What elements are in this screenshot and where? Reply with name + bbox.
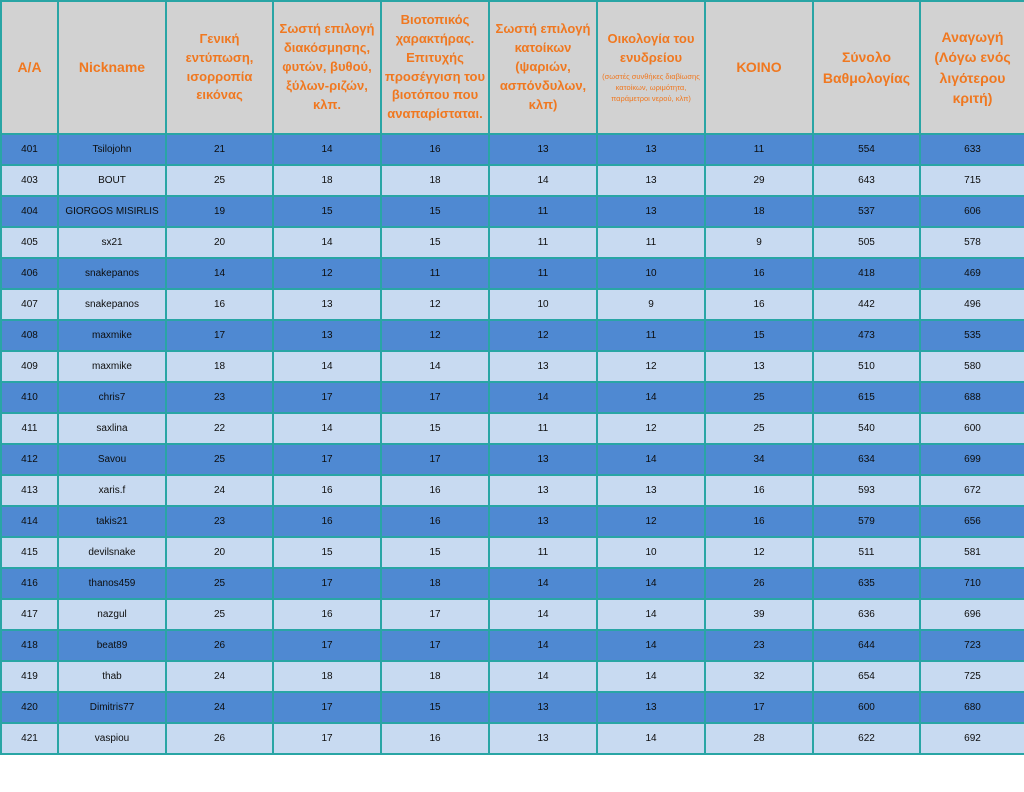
header-label: Α/Α xyxy=(17,59,42,76)
cell-aa: 403 xyxy=(1,165,58,196)
cell-aa: 416 xyxy=(1,568,58,599)
cell-general-impression: 19 xyxy=(166,196,273,227)
cell-total: 636 xyxy=(813,599,920,630)
cell-decoration: 15 xyxy=(273,196,381,227)
cell-decoration: 17 xyxy=(273,692,381,723)
cell-biotope: 14 xyxy=(381,351,489,382)
cell-adjusted: 710 xyxy=(920,568,1024,599)
col-header-general-impression xyxy=(166,1,273,134)
cell-general-impression: 26 xyxy=(166,723,273,754)
cell-ecology: 11 xyxy=(597,227,705,258)
cell-total: 654 xyxy=(813,661,920,692)
cell-adjusted: 581 xyxy=(920,537,1024,568)
cell-general-impression: 24 xyxy=(166,475,273,506)
cell-ecology: 11 xyxy=(597,320,705,351)
cell-aa: 405 xyxy=(1,227,58,258)
cell-aa: 418 xyxy=(1,630,58,661)
col-header-public xyxy=(705,1,813,134)
cell-total: 510 xyxy=(813,351,920,382)
cell-nickname: snakepanos xyxy=(58,289,166,320)
cell-total: 593 xyxy=(813,475,920,506)
table-body xyxy=(1,134,1024,754)
cell-general-impression: 23 xyxy=(166,382,273,413)
cell-nickname: nazgul xyxy=(58,599,166,630)
cell-inhabitants: 11 xyxy=(489,258,597,289)
cell-inhabitants: 14 xyxy=(489,165,597,196)
cell-biotope: 11 xyxy=(381,258,489,289)
cell-decoration: 18 xyxy=(273,165,381,196)
cell-inhabitants: 11 xyxy=(489,413,597,444)
cell-general-impression: 25 xyxy=(166,165,273,196)
cell-public: 11 xyxy=(705,134,813,165)
table-row xyxy=(1,258,1024,289)
cell-public: 23 xyxy=(705,630,813,661)
cell-total: 442 xyxy=(813,289,920,320)
cell-adjusted: 688 xyxy=(920,382,1024,413)
cell-nickname: GIORGOS MISIRLIS xyxy=(58,196,166,227)
col-header-total xyxy=(813,1,920,134)
cell-nickname: maxmike xyxy=(58,320,166,351)
cell-aa: 410 xyxy=(1,382,58,413)
cell-aa: 417 xyxy=(1,599,58,630)
cell-nickname: beat89 xyxy=(58,630,166,661)
cell-inhabitants: 10 xyxy=(489,289,597,320)
cell-decoration: 16 xyxy=(273,475,381,506)
cell-inhabitants: 13 xyxy=(489,692,597,723)
cell-inhabitants: 11 xyxy=(489,196,597,227)
table-row xyxy=(1,661,1024,692)
cell-public: 9 xyxy=(705,227,813,258)
cell-total: 540 xyxy=(813,413,920,444)
cell-general-impression: 17 xyxy=(166,320,273,351)
cell-ecology: 13 xyxy=(597,692,705,723)
cell-ecology: 14 xyxy=(597,661,705,692)
table-row xyxy=(1,568,1024,599)
cell-aa: 411 xyxy=(1,413,58,444)
cell-total: 600 xyxy=(813,692,920,723)
table-row xyxy=(1,630,1024,661)
header-label: Γενική εντύπωση, ισορροπία εικόνας xyxy=(185,30,254,103)
cell-aa: 408 xyxy=(1,320,58,351)
cell-general-impression: 16 xyxy=(166,289,273,320)
cell-general-impression: 23 xyxy=(166,506,273,537)
cell-decoration: 17 xyxy=(273,382,381,413)
header-label: Αναγωγή (Λόγω ενός λιγότερου κριτή) xyxy=(934,28,1011,106)
cell-ecology: 10 xyxy=(597,537,705,568)
cell-adjusted: 699 xyxy=(920,444,1024,475)
cell-inhabitants: 14 xyxy=(489,382,597,413)
cell-general-impression: 25 xyxy=(166,599,273,630)
header-label: Οικολογία του ενυδρείου xyxy=(607,31,695,66)
cell-nickname: Dimitris77 xyxy=(58,692,166,723)
table-row xyxy=(1,227,1024,258)
cell-total: 554 xyxy=(813,134,920,165)
header-row xyxy=(1,1,1024,134)
cell-general-impression: 26 xyxy=(166,630,273,661)
cell-biotope: 16 xyxy=(381,506,489,537)
cell-general-impression: 22 xyxy=(166,413,273,444)
cell-ecology: 14 xyxy=(597,599,705,630)
cell-total: 634 xyxy=(813,444,920,475)
cell-public: 16 xyxy=(705,475,813,506)
header-label: Βιοτοπικός χαρακτήρας. Επιτυχής προσέγγιση του βιοτόπου που αναπαρίσταται. xyxy=(384,11,486,122)
cell-inhabitants: 11 xyxy=(489,227,597,258)
cell-decoration: 14 xyxy=(273,351,381,382)
cell-inhabitants: 11 xyxy=(489,537,597,568)
cell-ecology: 14 xyxy=(597,382,705,413)
cell-decoration: 18 xyxy=(273,661,381,692)
cell-total: 579 xyxy=(813,506,920,537)
cell-public: 13 xyxy=(705,351,813,382)
cell-biotope: 12 xyxy=(381,289,489,320)
cell-adjusted: 656 xyxy=(920,506,1024,537)
header-label: ΚΟΙΝΟ xyxy=(736,59,782,76)
cell-public: 18 xyxy=(705,196,813,227)
table-row xyxy=(1,382,1024,413)
cell-aa: 419 xyxy=(1,661,58,692)
cell-inhabitants: 13 xyxy=(489,351,597,382)
cell-biotope: 18 xyxy=(381,165,489,196)
cell-general-impression: 25 xyxy=(166,444,273,475)
cell-decoration: 15 xyxy=(273,537,381,568)
cell-public: 29 xyxy=(705,165,813,196)
cell-biotope: 17 xyxy=(381,599,489,630)
cell-ecology: 14 xyxy=(597,568,705,599)
table-row xyxy=(1,351,1024,382)
cell-biotope: 15 xyxy=(381,196,489,227)
cell-inhabitants: 13 xyxy=(489,134,597,165)
cell-inhabitants: 14 xyxy=(489,568,597,599)
cell-decoration: 16 xyxy=(273,506,381,537)
cell-adjusted: 680 xyxy=(920,692,1024,723)
cell-public: 12 xyxy=(705,537,813,568)
cell-general-impression: 21 xyxy=(166,134,273,165)
cell-public: 28 xyxy=(705,723,813,754)
cell-biotope: 16 xyxy=(381,723,489,754)
cell-ecology: 9 xyxy=(597,289,705,320)
cell-public: 17 xyxy=(705,692,813,723)
col-header-aa xyxy=(1,1,58,134)
cell-general-impression: 14 xyxy=(166,258,273,289)
header-label: Nickname xyxy=(78,59,146,76)
cell-inhabitants: 13 xyxy=(489,475,597,506)
header-label: Σωστή επιλογή κατοίκων (ψαριών, ασπόνδυλων, κλπ) xyxy=(495,21,591,112)
cell-ecology: 13 xyxy=(597,134,705,165)
cell-ecology: 14 xyxy=(597,444,705,475)
cell-decoration: 14 xyxy=(273,413,381,444)
cell-adjusted: 715 xyxy=(920,165,1024,196)
cell-nickname: sx21 xyxy=(58,227,166,258)
table-row xyxy=(1,134,1024,165)
cell-decoration: 12 xyxy=(273,258,381,289)
cell-biotope: 17 xyxy=(381,382,489,413)
cell-public: 39 xyxy=(705,599,813,630)
cell-general-impression: 24 xyxy=(166,692,273,723)
cell-decoration: 16 xyxy=(273,599,381,630)
cell-public: 15 xyxy=(705,320,813,351)
cell-adjusted: 606 xyxy=(920,196,1024,227)
cell-adjusted: 696 xyxy=(920,599,1024,630)
cell-inhabitants: 12 xyxy=(489,320,597,351)
cell-nickname: devilsnake xyxy=(58,537,166,568)
cell-general-impression: 25 xyxy=(166,568,273,599)
col-header-decoration xyxy=(273,1,381,134)
cell-biotope: 15 xyxy=(381,692,489,723)
cell-general-impression: 18 xyxy=(166,351,273,382)
cell-general-impression: 20 xyxy=(166,537,273,568)
cell-nickname: chris7 xyxy=(58,382,166,413)
cell-adjusted: 723 xyxy=(920,630,1024,661)
cell-inhabitants: 13 xyxy=(489,723,597,754)
cell-total: 418 xyxy=(813,258,920,289)
cell-total: 643 xyxy=(813,165,920,196)
cell-adjusted: 496 xyxy=(920,289,1024,320)
cell-total: 622 xyxy=(813,723,920,754)
cell-nickname: maxmike xyxy=(58,351,166,382)
cell-aa: 404 xyxy=(1,196,58,227)
cell-ecology: 14 xyxy=(597,630,705,661)
cell-biotope: 16 xyxy=(381,475,489,506)
cell-adjusted: 535 xyxy=(920,320,1024,351)
cell-ecology: 13 xyxy=(597,165,705,196)
cell-inhabitants: 14 xyxy=(489,630,597,661)
col-header-adjusted xyxy=(920,1,1024,134)
cell-inhabitants: 14 xyxy=(489,599,597,630)
cell-public: 16 xyxy=(705,506,813,537)
cell-total: 615 xyxy=(813,382,920,413)
cell-adjusted: 672 xyxy=(920,475,1024,506)
table-row xyxy=(1,506,1024,537)
cell-nickname: Savou xyxy=(58,444,166,475)
cell-adjusted: 600 xyxy=(920,413,1024,444)
cell-ecology: 13 xyxy=(597,475,705,506)
cell-decoration: 14 xyxy=(273,134,381,165)
header-note: (σωστές συνθήκες διαβίωσης κατοίκων, ωριμότητα, παράμετροι νερού, κλπ) xyxy=(602,71,700,104)
header-label: Σύνολο Βαθμολογίας xyxy=(822,49,911,86)
cell-public: 26 xyxy=(705,568,813,599)
cell-nickname: snakepanos xyxy=(58,258,166,289)
cell-aa: 421 xyxy=(1,723,58,754)
cell-public: 25 xyxy=(705,413,813,444)
cell-aa: 406 xyxy=(1,258,58,289)
cell-adjusted: 469 xyxy=(920,258,1024,289)
cell-total: 511 xyxy=(813,537,920,568)
cell-adjusted: 692 xyxy=(920,723,1024,754)
cell-adjusted: 725 xyxy=(920,661,1024,692)
cell-decoration: 14 xyxy=(273,227,381,258)
cell-biotope: 15 xyxy=(381,537,489,568)
cell-total: 644 xyxy=(813,630,920,661)
cell-nickname: xaris.f xyxy=(58,475,166,506)
cell-biotope: 16 xyxy=(381,134,489,165)
cell-nickname: takis21 xyxy=(58,506,166,537)
cell-biotope: 15 xyxy=(381,413,489,444)
cell-decoration: 17 xyxy=(273,444,381,475)
header-label: Σωστή επιλογή διακόσμησης, φυτών, βυθού, ξύλων-ριζών, κλπ. xyxy=(279,21,375,112)
cell-ecology: 12 xyxy=(597,351,705,382)
cell-nickname: thab xyxy=(58,661,166,692)
cell-decoration: 13 xyxy=(273,320,381,351)
cell-aa: 409 xyxy=(1,351,58,382)
cell-biotope: 18 xyxy=(381,661,489,692)
cell-nickname: vaspiou xyxy=(58,723,166,754)
cell-inhabitants: 13 xyxy=(489,506,597,537)
cell-nickname: Tsilojohn xyxy=(58,134,166,165)
cell-total: 635 xyxy=(813,568,920,599)
cell-aa: 413 xyxy=(1,475,58,506)
cell-aa: 420 xyxy=(1,692,58,723)
col-header-ecology xyxy=(597,1,705,134)
cell-public: 34 xyxy=(705,444,813,475)
cell-adjusted: 578 xyxy=(920,227,1024,258)
cell-ecology: 10 xyxy=(597,258,705,289)
cell-public: 16 xyxy=(705,289,813,320)
cell-aa: 415 xyxy=(1,537,58,568)
table-row xyxy=(1,289,1024,320)
cell-biotope: 18 xyxy=(381,568,489,599)
cell-public: 32 xyxy=(705,661,813,692)
cell-biotope: 17 xyxy=(381,630,489,661)
cell-ecology: 14 xyxy=(597,723,705,754)
cell-general-impression: 24 xyxy=(166,661,273,692)
cell-aa: 401 xyxy=(1,134,58,165)
table-row xyxy=(1,475,1024,506)
table-row xyxy=(1,413,1024,444)
cell-total: 537 xyxy=(813,196,920,227)
cell-adjusted: 633 xyxy=(920,134,1024,165)
cell-total: 505 xyxy=(813,227,920,258)
table-row xyxy=(1,599,1024,630)
cell-aa: 407 xyxy=(1,289,58,320)
table-row xyxy=(1,196,1024,227)
cell-biotope: 17 xyxy=(381,444,489,475)
cell-aa: 412 xyxy=(1,444,58,475)
cell-public: 16 xyxy=(705,258,813,289)
table-row xyxy=(1,444,1024,475)
cell-inhabitants: 13 xyxy=(489,444,597,475)
cell-decoration: 17 xyxy=(273,723,381,754)
col-header-inhabitants xyxy=(489,1,597,134)
table-row xyxy=(1,692,1024,723)
cell-adjusted: 580 xyxy=(920,351,1024,382)
cell-aa: 414 xyxy=(1,506,58,537)
col-header-nickname xyxy=(58,1,166,134)
table-row xyxy=(1,537,1024,568)
cell-biotope: 15 xyxy=(381,227,489,258)
cell-inhabitants: 14 xyxy=(489,661,597,692)
col-header-biotope xyxy=(381,1,489,134)
cell-decoration: 17 xyxy=(273,568,381,599)
table-row xyxy=(1,320,1024,351)
cell-nickname: BOUT xyxy=(58,165,166,196)
cell-ecology: 12 xyxy=(597,413,705,444)
cell-decoration: 17 xyxy=(273,630,381,661)
cell-ecology: 12 xyxy=(597,506,705,537)
cell-biotope: 12 xyxy=(381,320,489,351)
cell-nickname: thanos459 xyxy=(58,568,166,599)
cell-total: 473 xyxy=(813,320,920,351)
cell-ecology: 13 xyxy=(597,196,705,227)
cell-nickname: saxlina xyxy=(58,413,166,444)
cell-general-impression: 20 xyxy=(166,227,273,258)
table-row xyxy=(1,723,1024,754)
table-row xyxy=(1,165,1024,196)
cell-decoration: 13 xyxy=(273,289,381,320)
cell-public: 25 xyxy=(705,382,813,413)
